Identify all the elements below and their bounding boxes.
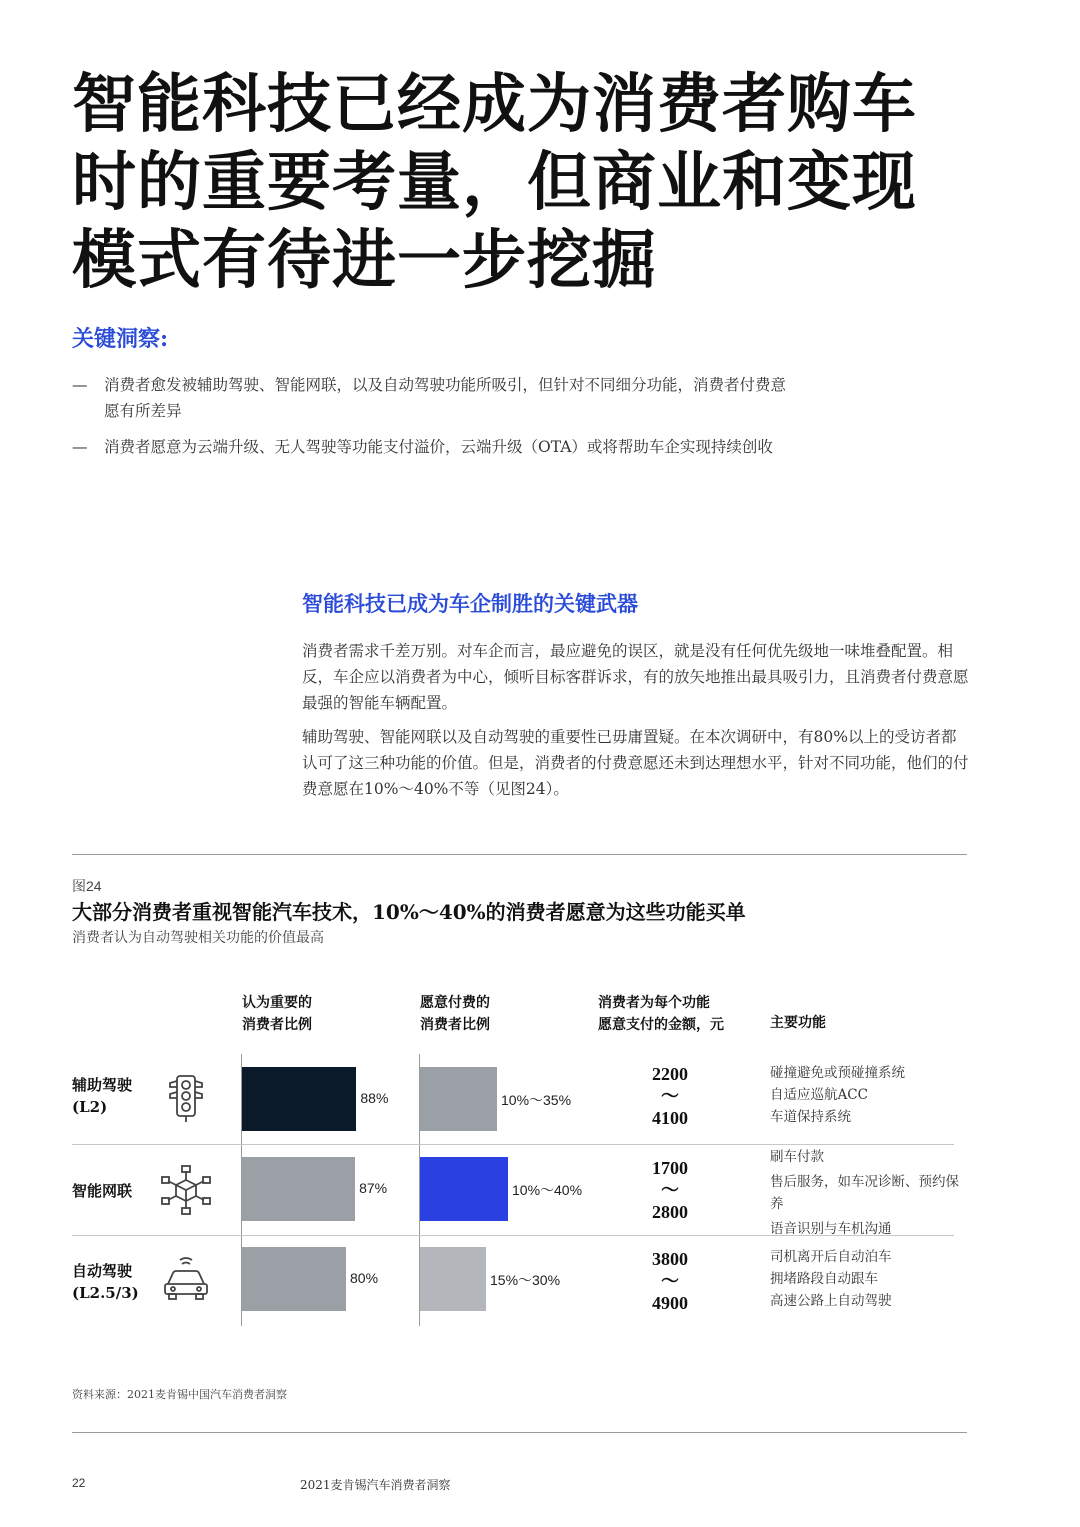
bar-willing-connectivity bbox=[420, 1157, 508, 1221]
row-label-autonomous-driving bbox=[72, 1260, 139, 1304]
price-range-assisted-driving bbox=[620, 1063, 720, 1129]
price-low: 2200 bbox=[652, 1064, 688, 1084]
row-label-line: 辅助驾驶 bbox=[72, 1076, 133, 1094]
bar-willing-assisted-driving bbox=[420, 1067, 497, 1131]
column-header-line: 愿意付费的 bbox=[420, 995, 490, 1011]
feature-item: 刷车付款 bbox=[770, 1149, 824, 1165]
features-assisted-driving bbox=[770, 1062, 970, 1128]
feature-item: 司机离开后自动泊车 bbox=[770, 1249, 892, 1265]
data-label-important: 88% bbox=[360, 1090, 389, 1106]
price-high: 4100 bbox=[652, 1108, 688, 1128]
row-label-line: (L2.5/3) bbox=[72, 1284, 139, 1302]
column-header-line: 消费者比例 bbox=[420, 1017, 490, 1033]
column-header-important bbox=[242, 992, 312, 1036]
feature-item: 语音识别与车机沟通 bbox=[770, 1221, 892, 1237]
network-cube-icon bbox=[160, 1164, 212, 1216]
data-label-willing: 10%～40% bbox=[512, 1182, 583, 1198]
column-header-line: 消费者为每个功能 bbox=[598, 995, 710, 1011]
key-insights-heading: 关键洞察: bbox=[72, 326, 169, 352]
insight-item bbox=[72, 434, 792, 460]
body-paragraph: 消费者需求千差万别。对车企而言，最应避免的误区，就是没有任何优先级地一味堆叠配置。相反，车企应以消费者为中心，倾听目标客群诉求，有的放矢地推出最具吸引力，且消费者付费意愿最强的智能车辆配置。 bbox=[302, 642, 969, 712]
bar-important-assisted-driving bbox=[242, 1067, 356, 1131]
title-line: 智能科技已经成为消费者购车 bbox=[72, 67, 917, 142]
feature-item: 碰撞避免或预碰撞系统 bbox=[770, 1065, 905, 1081]
figure-label: 图24 bbox=[72, 878, 102, 894]
title-line: 模式有待进一步挖掘 bbox=[72, 223, 657, 298]
price-range-connectivity bbox=[620, 1157, 720, 1223]
figure-source: 资料来源：2021麦肯锡中国汽车消费者洞察 bbox=[72, 1388, 287, 1401]
bar-important-autonomous-driving bbox=[242, 1247, 346, 1311]
price-low: 1700 bbox=[652, 1158, 688, 1178]
data-label-important: 87% bbox=[359, 1180, 388, 1196]
price-separator: ～ bbox=[661, 1180, 679, 1200]
figure-subtitle: 消费者认为自动驾驶相关功能的价值最高 bbox=[72, 930, 324, 946]
row-label-connectivity bbox=[72, 1180, 132, 1202]
key-insights-list bbox=[72, 372, 792, 470]
feature-item: 车道保持系统 bbox=[770, 1109, 851, 1125]
traffic-light-icon bbox=[160, 1072, 212, 1124]
row-label-line: 自动驾驶 bbox=[72, 1262, 133, 1280]
feature-item: 拥堵路段自动跟车 bbox=[770, 1271, 878, 1287]
body-paragraph: 辅助驾驶、智能网联以及自动驾驶的重要性已毋庸置疑。在本次调研中，有80%以上的受访者都认可了这三种功能的价值。但是，消费者的付费意愿还未到达理想水平，针对不同功能，他们的付费意愿在10%～40%不等（见图24）。 bbox=[302, 728, 969, 798]
dash-marker: — bbox=[72, 438, 88, 456]
column-header-features: 主要功能 bbox=[770, 1015, 826, 1031]
insight-text: 消费者愿意为云端升级、无人驾驶等功能支付溢价，云端升级（OTA）或将帮助车企实现持续创收 bbox=[104, 438, 773, 456]
row-label-line: (L2) bbox=[72, 1098, 108, 1116]
column-header-amount bbox=[598, 992, 724, 1036]
insight-text: 消费者愈发被辅助驾驶、智能网联，以及自动驾驶功能所吸引，但针对不同细分功能，消费者付费意愿有所差异 bbox=[104, 376, 787, 420]
row-separator bbox=[72, 1144, 954, 1145]
price-high: 4900 bbox=[652, 1293, 688, 1313]
page-number: 22 bbox=[72, 1476, 86, 1490]
feature-item: 售后服务，如车况诊断、预约保养 bbox=[770, 1174, 959, 1212]
row-label-assisted-driving bbox=[72, 1074, 132, 1118]
price-separator: ～ bbox=[661, 1271, 679, 1291]
title-line: 时的重要考量，但商业和变现 bbox=[72, 145, 917, 220]
page-title bbox=[72, 66, 972, 300]
autonomous-car-icon bbox=[160, 1254, 212, 1306]
price-low: 3800 bbox=[652, 1249, 688, 1269]
column-header-line: 愿意支付的金额，元 bbox=[598, 1017, 724, 1033]
data-label-willing: 15%～30% bbox=[490, 1272, 561, 1288]
column-header-line: 消费者比例 bbox=[242, 1017, 312, 1033]
bar-important-connectivity bbox=[242, 1157, 355, 1221]
features-autonomous-driving bbox=[770, 1246, 970, 1312]
price-high: 2800 bbox=[652, 1202, 688, 1222]
column-header-line: 认为重要的 bbox=[242, 995, 312, 1011]
data-label-important: 80% bbox=[350, 1270, 379, 1286]
dash-marker: — bbox=[72, 376, 88, 394]
insight-item bbox=[72, 372, 792, 424]
section-heading: 智能科技已成为车企制胜的关键武器 bbox=[302, 591, 638, 616]
price-range-autonomous-driving bbox=[620, 1248, 720, 1314]
price-separator: ～ bbox=[661, 1086, 679, 1106]
publication-name: 2021麦肯锡汽车消费者洞察 bbox=[300, 1478, 451, 1492]
figure-title: 大部分消费者重视智能汽车技术，10%～40%的消费者愿意为这些功能买单 bbox=[72, 900, 746, 924]
features-connectivity bbox=[770, 1146, 970, 1240]
divider bbox=[72, 854, 967, 855]
row-label-line: 智能网联 bbox=[72, 1182, 133, 1200]
bar-willing-autonomous-driving bbox=[420, 1247, 486, 1311]
divider bbox=[72, 1432, 967, 1433]
column-header-willing bbox=[420, 992, 490, 1036]
feature-item: 高速公路上自动驾驶 bbox=[770, 1293, 892, 1309]
data-label-willing: 10%～35% bbox=[501, 1092, 572, 1108]
feature-item: 自适应巡航ACC bbox=[770, 1087, 868, 1103]
